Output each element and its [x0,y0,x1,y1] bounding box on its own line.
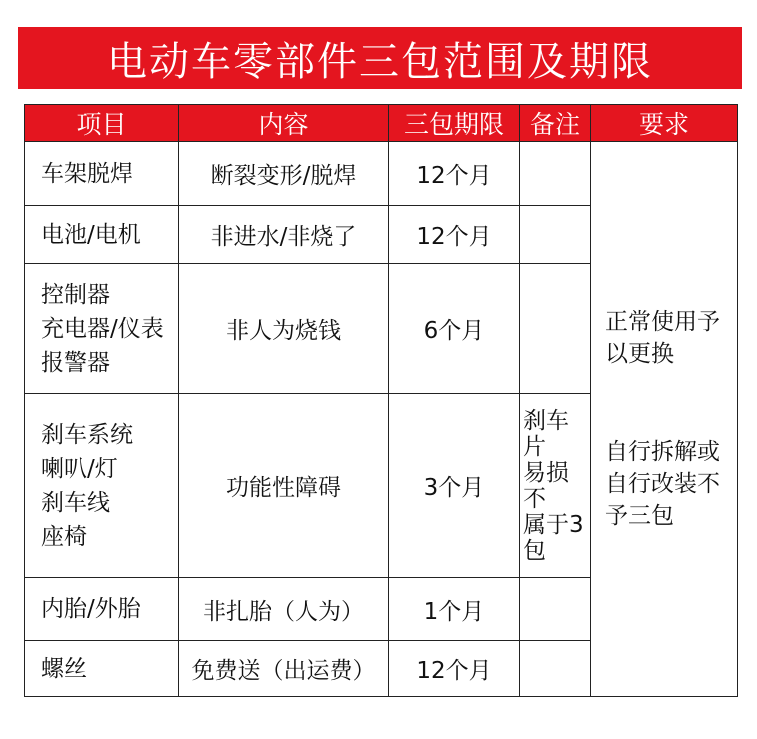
item-cell [25,641,179,697]
header-period: 三包期限 [389,105,520,142]
requirement-text-normal-use: 正常使用予 以更换 [605,309,720,367]
item-cell [25,394,179,578]
content-cell: 免费送（出运费） [179,641,389,697]
period-cell: 1个月 [389,578,520,641]
note-cell [520,578,591,641]
header-content: 内容 [179,105,389,142]
period-cell: 6个月 [389,264,520,394]
note-cell [520,142,591,206]
note-cell [520,641,591,697]
table-row [25,142,738,206]
note-line: 易损不 [523,459,569,512]
item-line: 控制器 [41,281,110,308]
item-line: 螺丝 [41,655,87,682]
header-item: 项目 [25,105,179,142]
requirement-text-self-modify: 自行拆解或 自行改装不 予三包 [605,439,720,529]
note-cell [520,206,591,264]
item-line: 刹车系统 [41,421,133,448]
period-cell: 12个月 [389,641,520,697]
item-line: 车架脱焊 [41,160,133,187]
header-requirement: 要求 [591,105,738,142]
content-cell: 功能性障碍 [179,394,389,578]
content-cell: 非进水/非烧了 [179,206,389,264]
item-line: 内胎/外胎 [41,596,141,622]
item-line: 电池/电机 [41,221,141,248]
period-cell: 12个月 [389,206,520,264]
period-cell: 12个月 [389,142,520,206]
item-line: 报警器 [41,349,110,376]
note-cell [520,264,591,394]
content-cell: 非扎胎（人为） [179,578,389,641]
item-cell [25,142,179,206]
note-line: 属于3包 [523,511,584,564]
item-line: 充电器/仪表 [41,315,164,342]
note-cell [520,394,591,578]
item-cell [25,264,179,394]
item-line: 座椅 [41,523,87,550]
requirement-cell [591,142,738,697]
item-cell [25,206,179,264]
period-cell: 3个月 [389,394,520,578]
header-note: 备注 [520,105,591,142]
page-title: 电动车零部件三包范围及期限 [18,27,742,89]
item-line: 喇叭/灯 [41,455,118,482]
content-cell: 非人为烧钱 [179,264,389,394]
item-cell [25,578,179,641]
note-line: 刹车片 [523,407,569,460]
table-header-row [25,105,738,142]
warranty-table [24,104,738,697]
content-cell: 断裂变形/脱焊 [179,142,389,206]
item-line: 刹车线 [41,489,110,516]
